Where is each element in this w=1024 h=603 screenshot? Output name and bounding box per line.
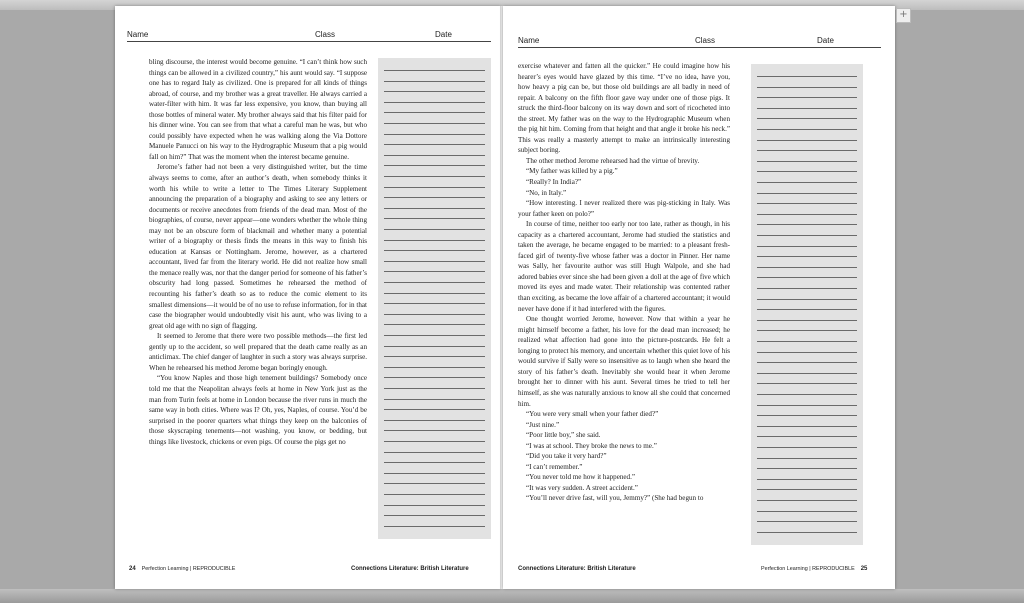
plus-icon[interactable]: + [896, 8, 911, 23]
answer-line [757, 479, 857, 480]
answer-line [384, 441, 485, 442]
answer-line [757, 415, 857, 416]
footer-left [129, 566, 235, 572]
footer-title-left: Connections Literature: British Literature [351, 566, 469, 572]
answer-line [757, 320, 857, 321]
answer-line [757, 76, 857, 77]
answer-line [384, 430, 485, 431]
answer-line [384, 271, 485, 272]
answer-line [757, 140, 857, 141]
paragraph: “No, in Italy.” [526, 188, 567, 197]
answer-line [384, 462, 485, 463]
answer-line [384, 123, 485, 124]
class-label: Class [315, 30, 336, 39]
class-label: Class [695, 36, 716, 45]
answer-line [384, 144, 485, 145]
header-row-right [518, 36, 881, 48]
publisher-right: Perfection Learning | REPRODUCIBLE [761, 566, 855, 572]
answer-line [384, 134, 485, 135]
answer-line [384, 187, 485, 188]
answer-line [757, 267, 857, 268]
answer-line [757, 532, 857, 533]
paragraph: In course of time, neither too early nor too late, rather as though, in his capacity as a chartered accountant, Jerome had studied the statistics and taken the average, he became engaged to be married: to a pleasant fresh-faced girl of twenty-five whose father was a doctor in Pinner. Her name was Sally, her favourite author was still Hugh Walpole, and she had adored babies ever since she had been given a doll at the age of five which moved its eyes and made water. Their relationship was contented rather than exciting, as became the love affair of a chartered accountant; it would never have done if it had interfered with the figures. [518, 220, 730, 313]
page-right [503, 6, 895, 589]
answer-line [757, 224, 857, 225]
answer-line [384, 91, 485, 92]
answer-line [757, 489, 857, 490]
answer-line [757, 426, 857, 427]
answer-line [384, 102, 485, 103]
paragraph: “You never told me how it happened.” [526, 473, 636, 482]
paragraph: “You know Naples and those high tenement buildings? Somebody once told me that the Neapolitan always feels at home in New York just as the man from Turin feels at home in London because the river runs in much the same way in both cities. Where was I? Oh, yes, Naples, of course. You’d be surprised in the poorer quarters what things they keep on the balconies of those skyscraping tenements—not washing, you know, or bedding, but things like livestock, chickens or even pigs. Of course the pigs get no [149, 374, 367, 446]
answer-line [384, 526, 485, 527]
answer-line [757, 235, 857, 236]
answer-line [757, 129, 857, 130]
answer-line [757, 521, 857, 522]
answer-line [384, 282, 485, 283]
page-number-right: 25 [860, 566, 868, 572]
answer-line [384, 250, 485, 251]
publisher-left: Perfection Learning | REPRODUCIBLE [141, 566, 236, 572]
paragraph: “Did you take it very hard?” [526, 452, 607, 461]
answer-line [384, 165, 485, 166]
answer-line [757, 511, 857, 512]
answer-line [384, 399, 485, 400]
footer-title-left-wrap [351, 566, 469, 572]
paragraph: “Just nine.” [526, 420, 560, 429]
answer-line [757, 214, 857, 215]
date-label: Date [817, 36, 834, 45]
paragraph: exercise whatever and fatten all the quicker.” He could imagine how his hearer’s eyes would have glazed by this time. “I’ve no idea, have you, how heavy a pig can be, but those old buildings are all badly in need of repair. A balcony on the fifth floor gave way under one of those pigs. It struck the third-floor balcony on its way down and sort of ricocheted into the street. My father was on the way to the Hydrographic Museum when the pig hit him. Coming from that height and that angle it broke his neck.” This was really a masterly attempt to make an intrinsically interesting subject boring. [518, 62, 730, 155]
answer-line [384, 494, 485, 495]
viewer-bottom-bar [0, 589, 1024, 603]
answer-line [757, 288, 857, 289]
answer-line [757, 161, 857, 162]
answer-line [384, 240, 485, 241]
answer-line [757, 246, 857, 247]
answer-line [757, 383, 857, 384]
paragraph: “It was very sudden. A street accident.” [526, 483, 638, 492]
paragraph: “How interesting. I never realized there was pig-sticking in Italy. Was your father keen on polo?” [518, 199, 730, 218]
answer-line [384, 293, 485, 294]
answer-line [757, 468, 857, 469]
answer-line [757, 362, 857, 363]
response-lines-left [378, 58, 491, 539]
date-label: Date [435, 30, 452, 39]
header-row-left [127, 30, 491, 42]
answer-line [384, 208, 485, 209]
answer-line [757, 352, 857, 353]
answer-line [757, 309, 857, 310]
answer-line [384, 483, 485, 484]
answer-line [757, 97, 857, 98]
answer-line [384, 420, 485, 421]
answer-line [384, 81, 485, 82]
answer-line [757, 182, 857, 183]
answer-line [757, 171, 857, 172]
answer-line [757, 299, 857, 300]
answer-line [757, 193, 857, 194]
name-label: Name [518, 36, 540, 45]
answer-line [384, 229, 485, 230]
page-number-left: 24 [129, 566, 136, 572]
paragraph: “I was at school. They broke the news to me.” [526, 441, 657, 450]
footer-right [761, 566, 867, 572]
answer-line [384, 377, 485, 378]
answer-line [757, 394, 857, 395]
answer-line [757, 87, 857, 88]
answer-line [384, 515, 485, 516]
answer-line [384, 452, 485, 453]
paragraph: Jerome’s father had not been a very distinguished writer, but the time always seems to come, after an author’s death, when somebody thinks it worth his while to write a letter to The Times Literary Supplement announcing the preparation of a biography and asking to see any letters or documents or receive anecdotes from friends of the dead man. Most of the biographies, of course, never appear—one wonders whether the whole thing may not be an obscure form of blackmail and whether many a potential writer of a biography or thesis finds the means in this way to finish his education at Kansas or Nottingham. Jerome, however, as a chartered accountant, lived far from the literary world. He did not realize how small the menace really was, nor that the danger period for someone of his father’s obscurity had long passed. Sometimes he rehearsed the method of recounting his father’s death so as to reduce the comic element to its smallest dimensions—it would be of no use to refuse information, for in that case the biographer would undoubtedly visit his aunt, who was living to a great old age with no sign of flagging. [149, 163, 367, 330]
answer-line [757, 150, 857, 151]
answer-line [384, 70, 485, 71]
answer-line [384, 335, 485, 336]
answer-line [757, 436, 857, 437]
answer-line [757, 405, 857, 406]
paragraph: It seemed to Jerome that there were two possible methods—the first led gently up to the accident, so well prepared that the death came really as an anticlimax. The chief danger of laughter in such a story was always surprise. When he rehearsed his method Jerome began boringly enough. [149, 332, 367, 372]
answer-line [757, 256, 857, 257]
paragraph: “I can’t remember.” [526, 462, 583, 471]
answer-line [757, 203, 857, 204]
answer-line [384, 356, 485, 357]
story-text-right [518, 61, 730, 504]
answer-line [757, 500, 857, 501]
footer-title-right-wrap [518, 566, 636, 572]
answer-line [757, 277, 857, 278]
story-text-left [149, 57, 367, 447]
answer-line [384, 346, 485, 347]
answer-line [757, 458, 857, 459]
answer-line [384, 388, 485, 389]
paragraph: “You’ll never drive fast, will you, Jemmy?” (She had begun to [526, 494, 704, 503]
answer-line [384, 218, 485, 219]
answer-line [384, 197, 485, 198]
paragraph: “Poor little boy,” she said. [526, 431, 601, 440]
paragraph: “You were very small when your father died?” [526, 410, 659, 419]
answer-line [757, 341, 857, 342]
paragraph: The other method Jerome rehearsed had the virtue of brevity. [526, 156, 700, 165]
answer-line [384, 324, 485, 325]
page-left [115, 6, 501, 589]
paragraph: “My father was killed by a pig.” [526, 167, 618, 176]
answer-line [384, 176, 485, 177]
answer-line [384, 367, 485, 368]
answer-line [384, 505, 485, 506]
answer-line [384, 303, 485, 304]
answer-line [384, 473, 485, 474]
answer-line [384, 112, 485, 113]
answer-line [384, 314, 485, 315]
name-label: Name [127, 30, 149, 39]
answer-line [384, 155, 485, 156]
paragraph: One thought worried Jerome, however. Now that within a year he might himself become a father, his love for the dead man increased; he realized what affection had gone into the picture-postcards. He felt a longing to protect his memory, and uncertain whether this quiet love of his would survive if Sally were so insensitive as to laugh when she heard the story of his father’s death. Inevitably she would hear it when Jerome brought her to dinner with his aunt. Several times he tried to tell her himself, as she was naturally anxious to know all she could that concerned him. [518, 315, 730, 408]
answer-line [384, 261, 485, 262]
answer-line [757, 330, 857, 331]
answer-line [384, 409, 485, 410]
answer-line [757, 108, 857, 109]
response-lines-right [751, 64, 863, 545]
answer-line [757, 373, 857, 374]
paragraph: “Really? In India?” [526, 178, 582, 187]
footer-title-right: Connections Literature: British Literature [518, 566, 636, 572]
answer-line [757, 447, 857, 448]
paragraph: bling discourse, the interest would become genuine. “I can’t think how such things can be allowed in a civilized country,” his aunt would say. “I suppose one has to regard Italy as civilized. One is prepared for all kinds of things abroad, of course, and my brother was a great traveller. He always carried a water-filter with him. It was far less expensive, you know, than buying all those bottles of mineral water. My brother always said that his filter paid for his dinner wine. You can see from that what a careful man he was, but who could possibly have expected when he was walking along the Via Dottore Manuele Panucci on his way to the Hydrographic Museum that a pig would fall on him?” That was the moment when the interest became genuine. [149, 58, 367, 161]
answer-line [757, 118, 857, 119]
